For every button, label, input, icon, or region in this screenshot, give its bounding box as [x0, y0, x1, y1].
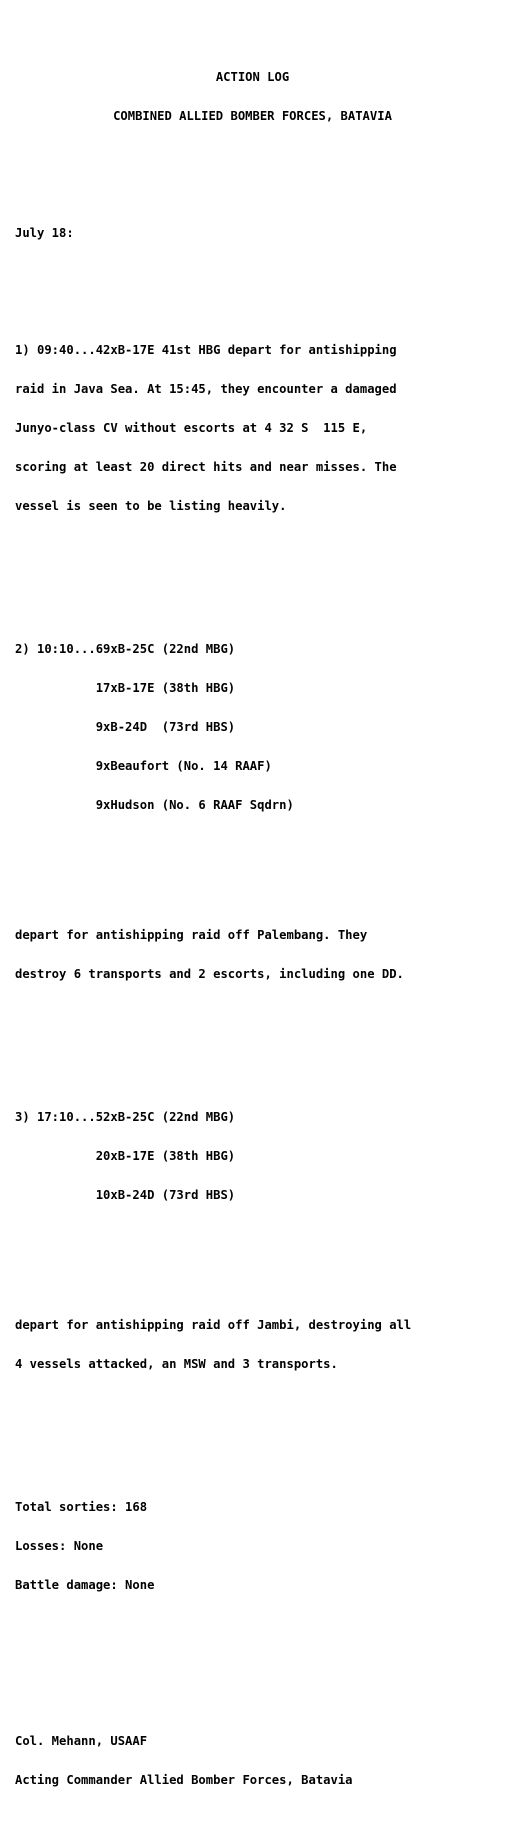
entry-2-result-line: depart for antishipping raid off Palembang. They: [15, 928, 368, 942]
signature-title: Acting Commander Allied Bomber Forces, Batavia: [15, 1773, 353, 1787]
losses: Losses: None: [15, 1539, 104, 1553]
action-log-document: [15, 19, 520, 1826]
log-header: [0, 45, 505, 149]
entry-3-unit: 3) 17:10...52xB-25C (22nd MBG): [15, 1110, 236, 1124]
entry-1-line: scoring at least 20 direct hits and near misses. The: [15, 460, 397, 474]
entry-1: [15, 318, 520, 539]
signature-name: Col. Mehann, USAAF: [15, 1734, 148, 1748]
entry-2-result-line: destroy 6 transports and 2 escorts, including one DD.: [15, 967, 404, 981]
entry-2-units: [15, 617, 520, 838]
entry-2-unit: 9xBeaufort (No. 14 RAAF): [15, 759, 272, 773]
entry-3-result-line: 4 vessels attacked, an MSW and 3 transports.: [15, 1357, 338, 1371]
entry-2-unit: 17xB-17E (38th HBG): [15, 681, 236, 695]
entry-1-line: Junyo-class CV without escorts at 4 32 S 115 E,: [15, 421, 368, 435]
entry-2-unit: 9xB-24D (73rd HBS): [15, 720, 236, 734]
entry-3-result-line: depart for antishipping raid off Jambi, destroying all: [15, 1318, 412, 1332]
entry-3-unit: 10xB-24D (73rd HBS): [15, 1188, 236, 1202]
entry-2-unit: 9xHudson (No. 6 RAAF Sqdrn): [15, 798, 294, 812]
entry-2-unit: 2) 10:10...69xB-25C (22nd MBG): [15, 642, 236, 656]
entry-1-line: vessel is seen to be listing heavily.: [15, 499, 287, 513]
signature: [15, 1709, 520, 1813]
log-title: ACTION LOG: [215, 70, 290, 84]
log-subtitle: COMBINED ALLIED BOMBER FORCES, BATAVIA: [113, 109, 392, 123]
log-date: July 18:: [15, 226, 74, 240]
entry-3-units: [15, 1085, 520, 1228]
summary: [15, 1475, 520, 1618]
entry-3-unit: 20xB-17E (38th HBG): [15, 1149, 236, 1163]
entry-1-line: raid in Java Sea. At 15:45, they encounter a damaged: [15, 382, 397, 396]
entry-2-result: [15, 903, 520, 1007]
entry-1-line: 1) 09:40...42xB-17E 41st HBG depart for antishipping: [15, 343, 397, 357]
battle-damage: Battle damage: None: [15, 1578, 155, 1592]
entry-3-result: [15, 1293, 520, 1397]
total-sorties: Total sorties: 168: [15, 1500, 148, 1514]
